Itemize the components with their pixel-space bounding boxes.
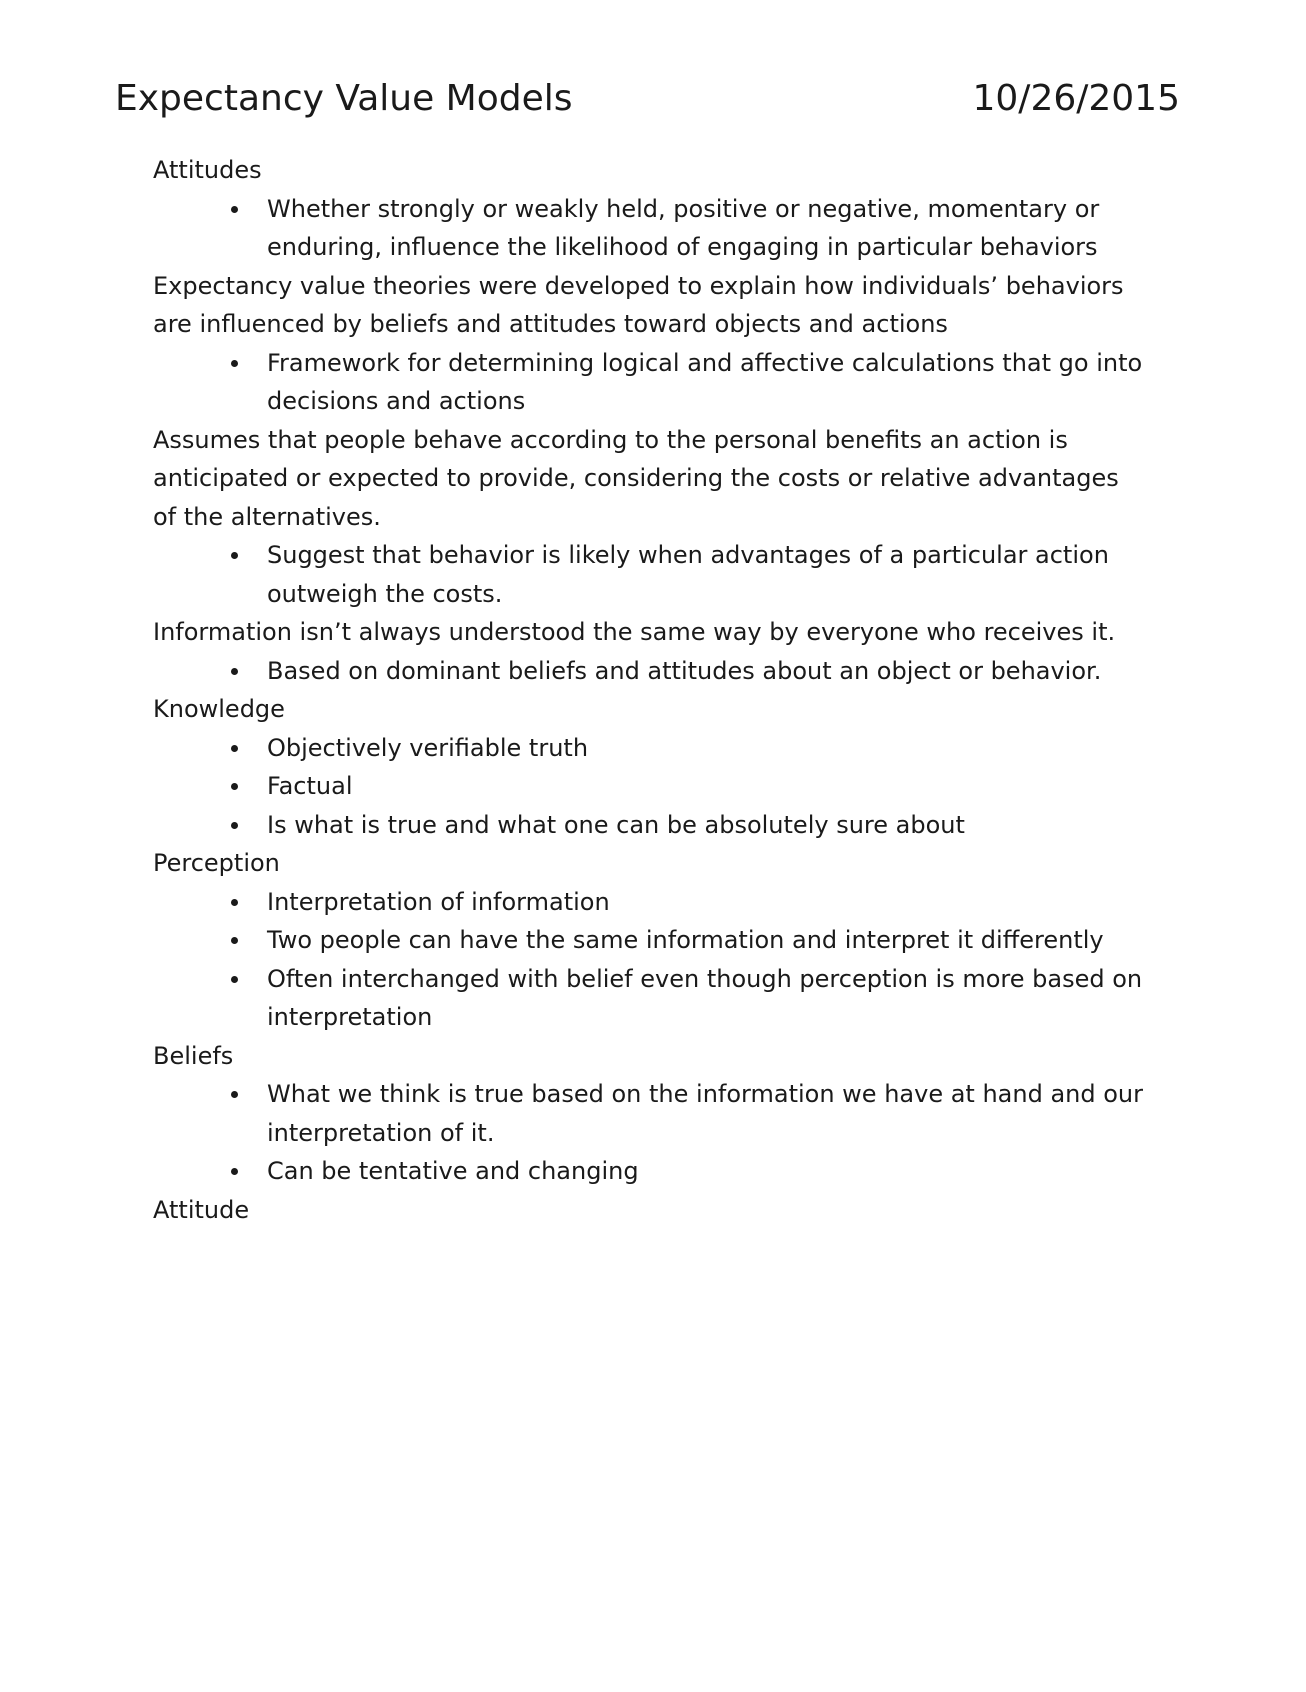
document-title: Expectancy Value Models: [115, 78, 573, 119]
bullet-list: [153, 883, 1143, 1037]
bullet-item: [267, 1075, 1143, 1152]
section-heading: Attitude: [153, 1195, 250, 1224]
bullet-icon: [231, 668, 238, 675]
bullet-icon: [231, 206, 238, 213]
section-heading: Beliefs: [153, 1041, 234, 1070]
bullet-icon: [231, 783, 238, 790]
bullet-icon: [231, 976, 238, 983]
bullet-text: What we think is true based on the information we have at hand and our interpretation of it.: [267, 1080, 1143, 1147]
bullet-icon: [231, 552, 238, 559]
notes-body: [153, 151, 1143, 1229]
bullet-item: [267, 960, 1143, 1037]
bullet-text: Can be tentative and changing: [267, 1157, 639, 1185]
section-heading: Knowledge: [153, 695, 285, 723]
bullet-text: Two people can have the same information and interpret it differently: [267, 926, 1104, 954]
bullet-list: [153, 536, 1143, 613]
bullet-item: [267, 767, 1143, 806]
bullet-text: Factual: [267, 772, 353, 800]
bullet-list: [153, 344, 1143, 421]
bullet-item: [267, 883, 1143, 922]
bullet-item: [267, 344, 1143, 421]
section-heading: Expectancy value theories were developed to explain how individuals’ behaviors are influenced by beliefs and attitudes toward objects and actions: [153, 271, 1124, 338]
bullet-item: [267, 190, 1143, 267]
bullet-text: Whether strongly or weakly held, positive or negative, momentary or enduring, influence the likelihood of engaging in particular behaviors: [267, 194, 1100, 261]
bullet-list: [153, 729, 1143, 845]
bullet-text: Objectively verifiable truth: [267, 733, 589, 762]
section-heading: Information isn’t always understood the same way by everyone who receives it.: [153, 618, 1116, 646]
bullet-icon: [231, 899, 238, 906]
bullet-item: [267, 806, 1143, 845]
bullet-icon: [231, 360, 238, 367]
bullet-icon: [231, 1168, 238, 1175]
bullet-item: [267, 536, 1143, 613]
document-header: [115, 74, 1180, 124]
section-heading: Perception: [153, 849, 280, 877]
bullet-list: [153, 1075, 1143, 1191]
section-heading: Assumes that people behave according to the personal benefits an action is anticipated or expected to provide, considering the costs or relative advantages of the alternatives.: [153, 425, 1119, 531]
bullet-text: Framework for determining logical and affective calculations that go into decisions and actions: [267, 348, 1143, 415]
bullet-icon: [231, 745, 238, 752]
section-heading: Attitudes: [153, 156, 262, 184]
bullet-list: [153, 652, 1143, 691]
bullet-text: Based on dominant beliefs and attitudes about an object or behavior.: [267, 656, 1102, 685]
bullet-text: Is what is true and what one can be absolutely sure about: [267, 810, 965, 839]
bullet-text: Often interchanged with belief even though perception is more based on interpretation: [267, 964, 1143, 1031]
bullet-icon: [231, 937, 238, 944]
document-date: 10/26/2015: [972, 78, 1180, 119]
bullet-list: [153, 190, 1143, 267]
bullet-item: [267, 921, 1143, 960]
bullet-text: Suggest that behavior is likely when advantages of a particular action outweigh the costs.: [267, 541, 1109, 608]
bullet-icon: [231, 1091, 238, 1098]
bullet-item: [267, 1152, 1143, 1191]
bullet-item: [267, 652, 1143, 691]
bullet-item: [267, 729, 1143, 768]
bullet-icon: [231, 822, 238, 829]
bullet-text: Interpretation of information: [267, 887, 610, 916]
